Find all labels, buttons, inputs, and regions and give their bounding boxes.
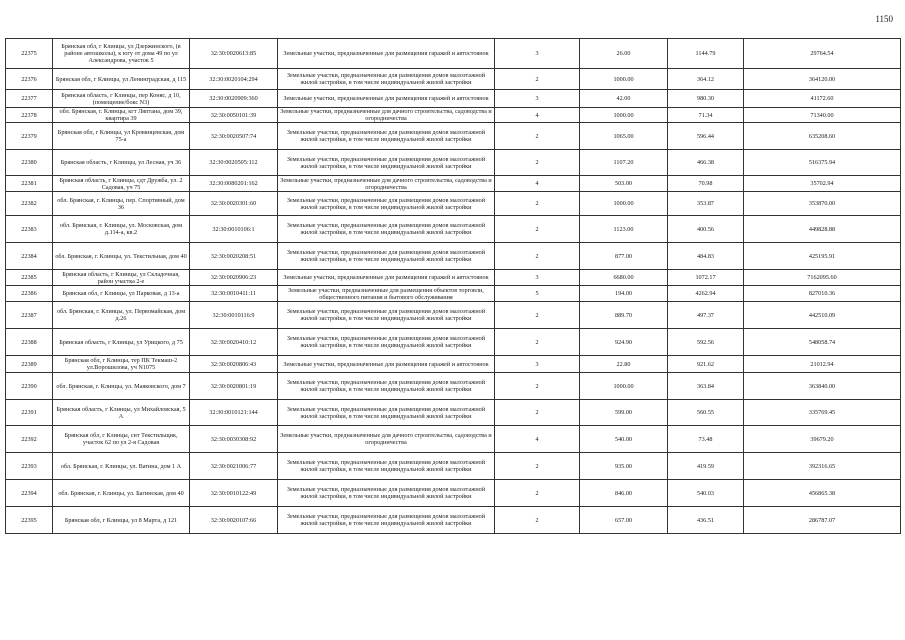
area-cell: 1065.00 <box>580 123 668 150</box>
land-use-cell: Земельные участки, предназначенные для размещения домов малоэтажной жилой застройки, в том числе индивидуальной жилой застройки <box>278 150 495 176</box>
row-number-cell: 22393 <box>6 453 53 480</box>
address-cell: Брянская область, г Клинцы, ул Михайловская, 5 А <box>53 400 190 426</box>
cadastral-number-cell: 32:30:0080201:162 <box>190 176 278 192</box>
row-number-cell: 22382 <box>6 192 53 216</box>
address-cell: обл. Брянская, г. Клинцы, ул. Московская, дом д.114-а, кв.2 <box>53 216 190 243</box>
row-number-cell: 22390 <box>6 373 53 400</box>
table-row <box>6 216 901 243</box>
area-cell: 1123.00 <box>580 216 668 243</box>
address-cell: обл. Брянская, г. Клинцы, ул. Маяковского, дом 7 <box>53 373 190 400</box>
cadastral-number-cell: 32:30:0020507:74 <box>190 123 278 150</box>
cadastral-number-cell: 32:30:0020208:51 <box>190 243 278 270</box>
group-cell: 2 <box>495 192 580 216</box>
cadastral-value-cell: 7162095.60 <box>744 270 901 286</box>
land-use-cell: Земельные участки, предназначенные для размещения домов малоэтажной жилой застройки, в том числе индивидуальной жилой застройки <box>278 453 495 480</box>
row-number-cell: 22384 <box>6 243 53 270</box>
area-cell: 503.00 <box>580 176 668 192</box>
address-cell: Брянская область, г Клинцы, ул Урицкого, д 75 <box>53 329 190 356</box>
table-row <box>6 426 901 453</box>
area-cell: 889.70 <box>580 302 668 329</box>
specific-value-cell: 71.34 <box>668 108 744 123</box>
group-cell: 2 <box>495 302 580 329</box>
area-cell: 1107.20 <box>580 150 668 176</box>
address-cell: Брянская обл, г Клинцы, ул Кровянцевская, дом 75-а <box>53 123 190 150</box>
cadastral-value-cell: 286787.07 <box>744 507 901 534</box>
address-cell: обл. Брянская, г. Клинцы, ул. Багинская, дом 40 <box>53 480 190 507</box>
land-registry-table <box>5 38 901 534</box>
area-cell: 935.00 <box>580 453 668 480</box>
land-use-cell: Земельные участки, предназначенные для размещения домов малоэтажной жилой застройки, в том числе индивидуальной жилой застройки <box>278 373 495 400</box>
cadastral-value-cell: 29764.54 <box>744 39 901 69</box>
land-use-cell: Земельные участки, предназначенные для дачного строительства, садоводства и огородничества <box>278 108 495 123</box>
group-cell: 3 <box>495 270 580 286</box>
specific-value-cell: 70.98 <box>668 176 744 192</box>
land-use-cell: Земельные участки, предназначенные для размещения гаражей и автостоянок <box>278 356 495 373</box>
specific-value-cell: 73.48 <box>668 426 744 453</box>
cadastral-value-cell: 392316.65 <box>744 453 901 480</box>
row-number-cell: 22391 <box>6 400 53 426</box>
cadastral-number-cell: 32:30:0021006:77 <box>190 453 278 480</box>
group-cell: 4 <box>495 426 580 453</box>
group-cell: 5 <box>495 286 580 302</box>
cadastral-value-cell: 353870.00 <box>744 192 901 216</box>
specific-value-cell: 353.87 <box>668 192 744 216</box>
cadastral-value-cell: 363840.00 <box>744 373 901 400</box>
row-number-cell: 22379 <box>6 123 53 150</box>
land-use-cell: Земельные участки, предназначенные для размещения домов малоэтажной жилой застройки, в том числе индивидуальной жилой застройки <box>278 480 495 507</box>
group-cell: 2 <box>495 400 580 426</box>
land-use-cell: Земельные участки, предназначенные для размещения домов малоэтажной жилой застройки, в том числе индивидуальной жилой застройки <box>278 400 495 426</box>
cadastral-number-cell: 32:30:0050101:39 <box>190 108 278 123</box>
specific-value-cell: 921.62 <box>668 356 744 373</box>
area-cell: 599.00 <box>580 400 668 426</box>
specific-value-cell: 400.56 <box>668 216 744 243</box>
area-cell: 924.90 <box>580 329 668 356</box>
land-use-cell: Земельные участки, предназначенные для размещения домов малоэтажной жилой застройки, в том числе индивидуальной жилой застройки <box>278 123 495 150</box>
cadastral-number-cell: 32:30:0020909:360 <box>190 90 278 108</box>
row-number-cell: 22394 <box>6 480 53 507</box>
cadastral-value-cell: 516375.94 <box>744 150 901 176</box>
row-number-cell: 22381 <box>6 176 53 192</box>
table-row <box>6 123 901 150</box>
address-cell: Брянская обл, г Клинцы, ул Дзержинского, (в районе автошколы), к югу от дома 49 по ул Александрова, участок 5 <box>53 39 190 69</box>
land-use-cell: Земельные участки, предназначенные для размещения гаражей и автостоянок <box>278 90 495 108</box>
cadastral-number-cell: 32:30:0020410:12 <box>190 329 278 356</box>
cadastral-number-cell: 32:30:0010122:49 <box>190 480 278 507</box>
address-cell: обл. Брянская, г. Клинцы, ул. Ватина, дом 1 А <box>53 453 190 480</box>
table-row <box>6 400 901 426</box>
group-cell: 2 <box>495 480 580 507</box>
area-cell: 42.00 <box>580 90 668 108</box>
group-cell: 4 <box>495 108 580 123</box>
specific-value-cell: 4262.94 <box>668 286 744 302</box>
page-number: 1150 <box>875 14 893 24</box>
row-number-cell: 22387 <box>6 302 53 329</box>
address-cell: Брянская обл, г Клинцы, ул 8 Марта, д 121 <box>53 507 190 534</box>
area-cell: 26.00 <box>580 39 668 69</box>
specific-value-cell: 596.44 <box>668 123 744 150</box>
cadastral-value-cell: 364120.00 <box>744 69 901 90</box>
land-use-cell: Земельные участки, предназначенные для размещения домов малоэтажной жилой застройки, в том числе индивидуальной жилой застройки <box>278 243 495 270</box>
cadastral-number-cell: 32:30:0010411:11 <box>190 286 278 302</box>
address-cell: Брянская область, г Клинцы, сдт Дружба, ул. 2 Садовая, уч 75 <box>53 176 190 192</box>
land-use-cell: Земельные участки, предназначенные для размещения домов малоэтажной жилой застройки, в том числе индивидуальной жилой застройки <box>278 507 495 534</box>
cadastral-number-cell: 32:30:0010106:1 <box>190 216 278 243</box>
cadastral-value-cell: 449828.88 <box>744 216 901 243</box>
specific-value-cell: 540.03 <box>668 480 744 507</box>
table-row <box>6 108 901 123</box>
area-cell: 22.80 <box>580 356 668 373</box>
specific-value-cell: 484.83 <box>668 243 744 270</box>
table-row <box>6 150 901 176</box>
specific-value-cell: 363.84 <box>668 373 744 400</box>
address-cell: Брянская обл, г Клинцы, ул Парковая, д 13-а <box>53 286 190 302</box>
table-row <box>6 90 901 108</box>
cadastral-number-cell: 32:30:0010116:9 <box>190 302 278 329</box>
cadastral-value-cell: 548058.74 <box>744 329 901 356</box>
table-row <box>6 453 901 480</box>
table-row <box>6 270 901 286</box>
cadastral-number-cell: 32:30:0030308:92 <box>190 426 278 453</box>
table-row <box>6 480 901 507</box>
row-number-cell: 22378 <box>6 108 53 123</box>
specific-value-cell: 364.12 <box>668 69 744 90</box>
address-cell: Брянская обл, г Клинцы, ул Ленинградская, д 115 <box>53 69 190 90</box>
table-row <box>6 286 901 302</box>
cadastral-value-cell: 827010.36 <box>744 286 901 302</box>
specific-value-cell: 497.37 <box>668 302 744 329</box>
area-cell: 657.00 <box>580 507 668 534</box>
table-row <box>6 39 901 69</box>
group-cell: 3 <box>495 90 580 108</box>
table-row <box>6 243 901 270</box>
specific-value-cell: 1072.17 <box>668 270 744 286</box>
table-row <box>6 302 901 329</box>
cadastral-value-cell: 21012.94 <box>744 356 901 373</box>
cadastral-number-cell: 32:30:0020104:294 <box>190 69 278 90</box>
area-cell: 1000.00 <box>580 69 668 90</box>
cadastral-value-cell: 335769.45 <box>744 400 901 426</box>
table-row <box>6 507 901 534</box>
row-number-cell: 22385 <box>6 270 53 286</box>
land-use-cell: Земельные участки, предназначенные для дачного строительства, садоводства и огородничества <box>278 426 495 453</box>
group-cell: 2 <box>495 329 580 356</box>
area-cell: 540.00 <box>580 426 668 453</box>
area-cell: 1000.00 <box>580 108 668 123</box>
specific-value-cell: 560.55 <box>668 400 744 426</box>
cadastral-value-cell: 71340.00 <box>744 108 901 123</box>
row-number-cell: 22389 <box>6 356 53 373</box>
cadastral-value-cell: 442510.09 <box>744 302 901 329</box>
group-cell: 2 <box>495 123 580 150</box>
group-cell: 2 <box>495 453 580 480</box>
cadastral-value-cell: 425195.91 <box>744 243 901 270</box>
group-cell: 2 <box>495 216 580 243</box>
area-cell: 846.00 <box>580 480 668 507</box>
land-use-cell: Земельные участки, предназначенные для размещения гаражей и автостоянок <box>278 39 495 69</box>
address-cell: обл. Брянская, г. Клинцы, кгт Ляптана, дом 39, квартира 39 <box>53 108 190 123</box>
table-row <box>6 192 901 216</box>
table-row <box>6 69 901 90</box>
row-number-cell: 22386 <box>6 286 53 302</box>
address-cell: обл. Брянская, г. Клинцы, пер. Спортивный, дом 36 <box>53 192 190 216</box>
row-number-cell: 22383 <box>6 216 53 243</box>
address-cell: Брянская обл, г Клинцы, снт Текстильщик, участок 62 по ул 2-я Садовая <box>53 426 190 453</box>
land-use-cell: Земельные участки, предназначенные для размещения домов малоэтажной жилой застройки, в том числе индивидуальной жилой застройки <box>278 329 495 356</box>
specific-value-cell: 466.38 <box>668 150 744 176</box>
cadastral-number-cell: 32:30:0010121:144 <box>190 400 278 426</box>
specific-value-cell: 419.59 <box>668 453 744 480</box>
cadastral-value-cell: 39679.20 <box>744 426 901 453</box>
row-number-cell: 22392 <box>6 426 53 453</box>
cadastral-number-cell: 32:30:0020801:19 <box>190 373 278 400</box>
land-use-cell: Земельные участки, предназначенные для размещения домов малоэтажной жилой застройки, в том числе индивидуальной жилой застройки <box>278 69 495 90</box>
area-cell: 6680.00 <box>580 270 668 286</box>
area-cell: 877.00 <box>580 243 668 270</box>
cadastral-value-cell: 41172.60 <box>744 90 901 108</box>
address-cell: обл. Брянская, г. Клинцы, ул. Первомайская, дом д.26 <box>53 302 190 329</box>
specific-value-cell: 592.56 <box>668 329 744 356</box>
row-number-cell: 22375 <box>6 39 53 69</box>
specific-value-cell: 980.30 <box>668 90 744 108</box>
area-cell: 194.00 <box>580 286 668 302</box>
cadastral-number-cell: 32:30:0020505:112 <box>190 150 278 176</box>
group-cell: 4 <box>495 176 580 192</box>
address-cell: Брянская область, г Клинцы, ул Лесная, уч 36 <box>53 150 190 176</box>
cadastral-number-cell: 32:30:0020906:23 <box>190 270 278 286</box>
area-cell: 1000.00 <box>580 373 668 400</box>
row-number-cell: 22395 <box>6 507 53 534</box>
group-cell: 2 <box>495 243 580 270</box>
land-use-cell: Земельные участки, предназначенные для размещения домов малоэтажной жилой застройки, в том числе индивидуальной жилой застройки <box>278 192 495 216</box>
row-number-cell: 22376 <box>6 69 53 90</box>
group-cell: 2 <box>495 507 580 534</box>
land-use-cell: Земельные участки, предназначенные для размещения объектов торговли, общественного питания и бытового обслуживания <box>278 286 495 302</box>
land-use-cell: Земельные участки, предназначенные для размещения гаражей и автостоянок <box>278 270 495 286</box>
table-row <box>6 329 901 356</box>
table-row <box>6 356 901 373</box>
cadastral-number-cell: 32:30:0020613:85 <box>190 39 278 69</box>
cadastral-value-cell: 456865.38 <box>744 480 901 507</box>
cadastral-number-cell: 32:30:0020301:60 <box>190 192 278 216</box>
land-use-cell: Земельные участки, предназначенные для размещения домов малоэтажной жилой застройки, в том числе индивидуальной жилой застройки <box>278 216 495 243</box>
cadastral-value-cell: 635208.60 <box>744 123 901 150</box>
address-cell: Брянская область, г Клинцы, пер Коняс, д 10, (помещение/бокс N3) <box>53 90 190 108</box>
area-cell: 1000.00 <box>580 192 668 216</box>
cadastral-number-cell: 32:30:0020107:66 <box>190 507 278 534</box>
group-cell: 3 <box>495 39 580 69</box>
group-cell: 2 <box>495 69 580 90</box>
table-body <box>6 39 901 534</box>
group-cell: 2 <box>495 373 580 400</box>
land-use-cell: Земельные участки, предназначенные для размещения домов малоэтажной жилой застройки, в том числе индивидуальной жилой застройки <box>278 302 495 329</box>
row-number-cell: 22377 <box>6 90 53 108</box>
address-cell: Брянская область, г Клинцы, ул Складочная, район участка 2-е <box>53 270 190 286</box>
specific-value-cell: 436.51 <box>668 507 744 534</box>
cadastral-number-cell: 32:30:0020806:43 <box>190 356 278 373</box>
table-row <box>6 176 901 192</box>
address-cell: Брянская обл, г Клинцы, тер ПК Текмаш-2 ул.Ворошилова, уч N1075 <box>53 356 190 373</box>
cadastral-value-cell: 35702.94 <box>744 176 901 192</box>
land-use-cell: Земельные участки, предназначенные для дачного строительства, садоводства и огородничества <box>278 176 495 192</box>
row-number-cell: 22388 <box>6 329 53 356</box>
row-number-cell: 22380 <box>6 150 53 176</box>
specific-value-cell: 1144.79 <box>668 39 744 69</box>
table-row <box>6 373 901 400</box>
address-cell: обл. Брянская, г. Клинцы, ул. Текстильная, дом 40 <box>53 243 190 270</box>
group-cell: 3 <box>495 356 580 373</box>
group-cell: 2 <box>495 150 580 176</box>
